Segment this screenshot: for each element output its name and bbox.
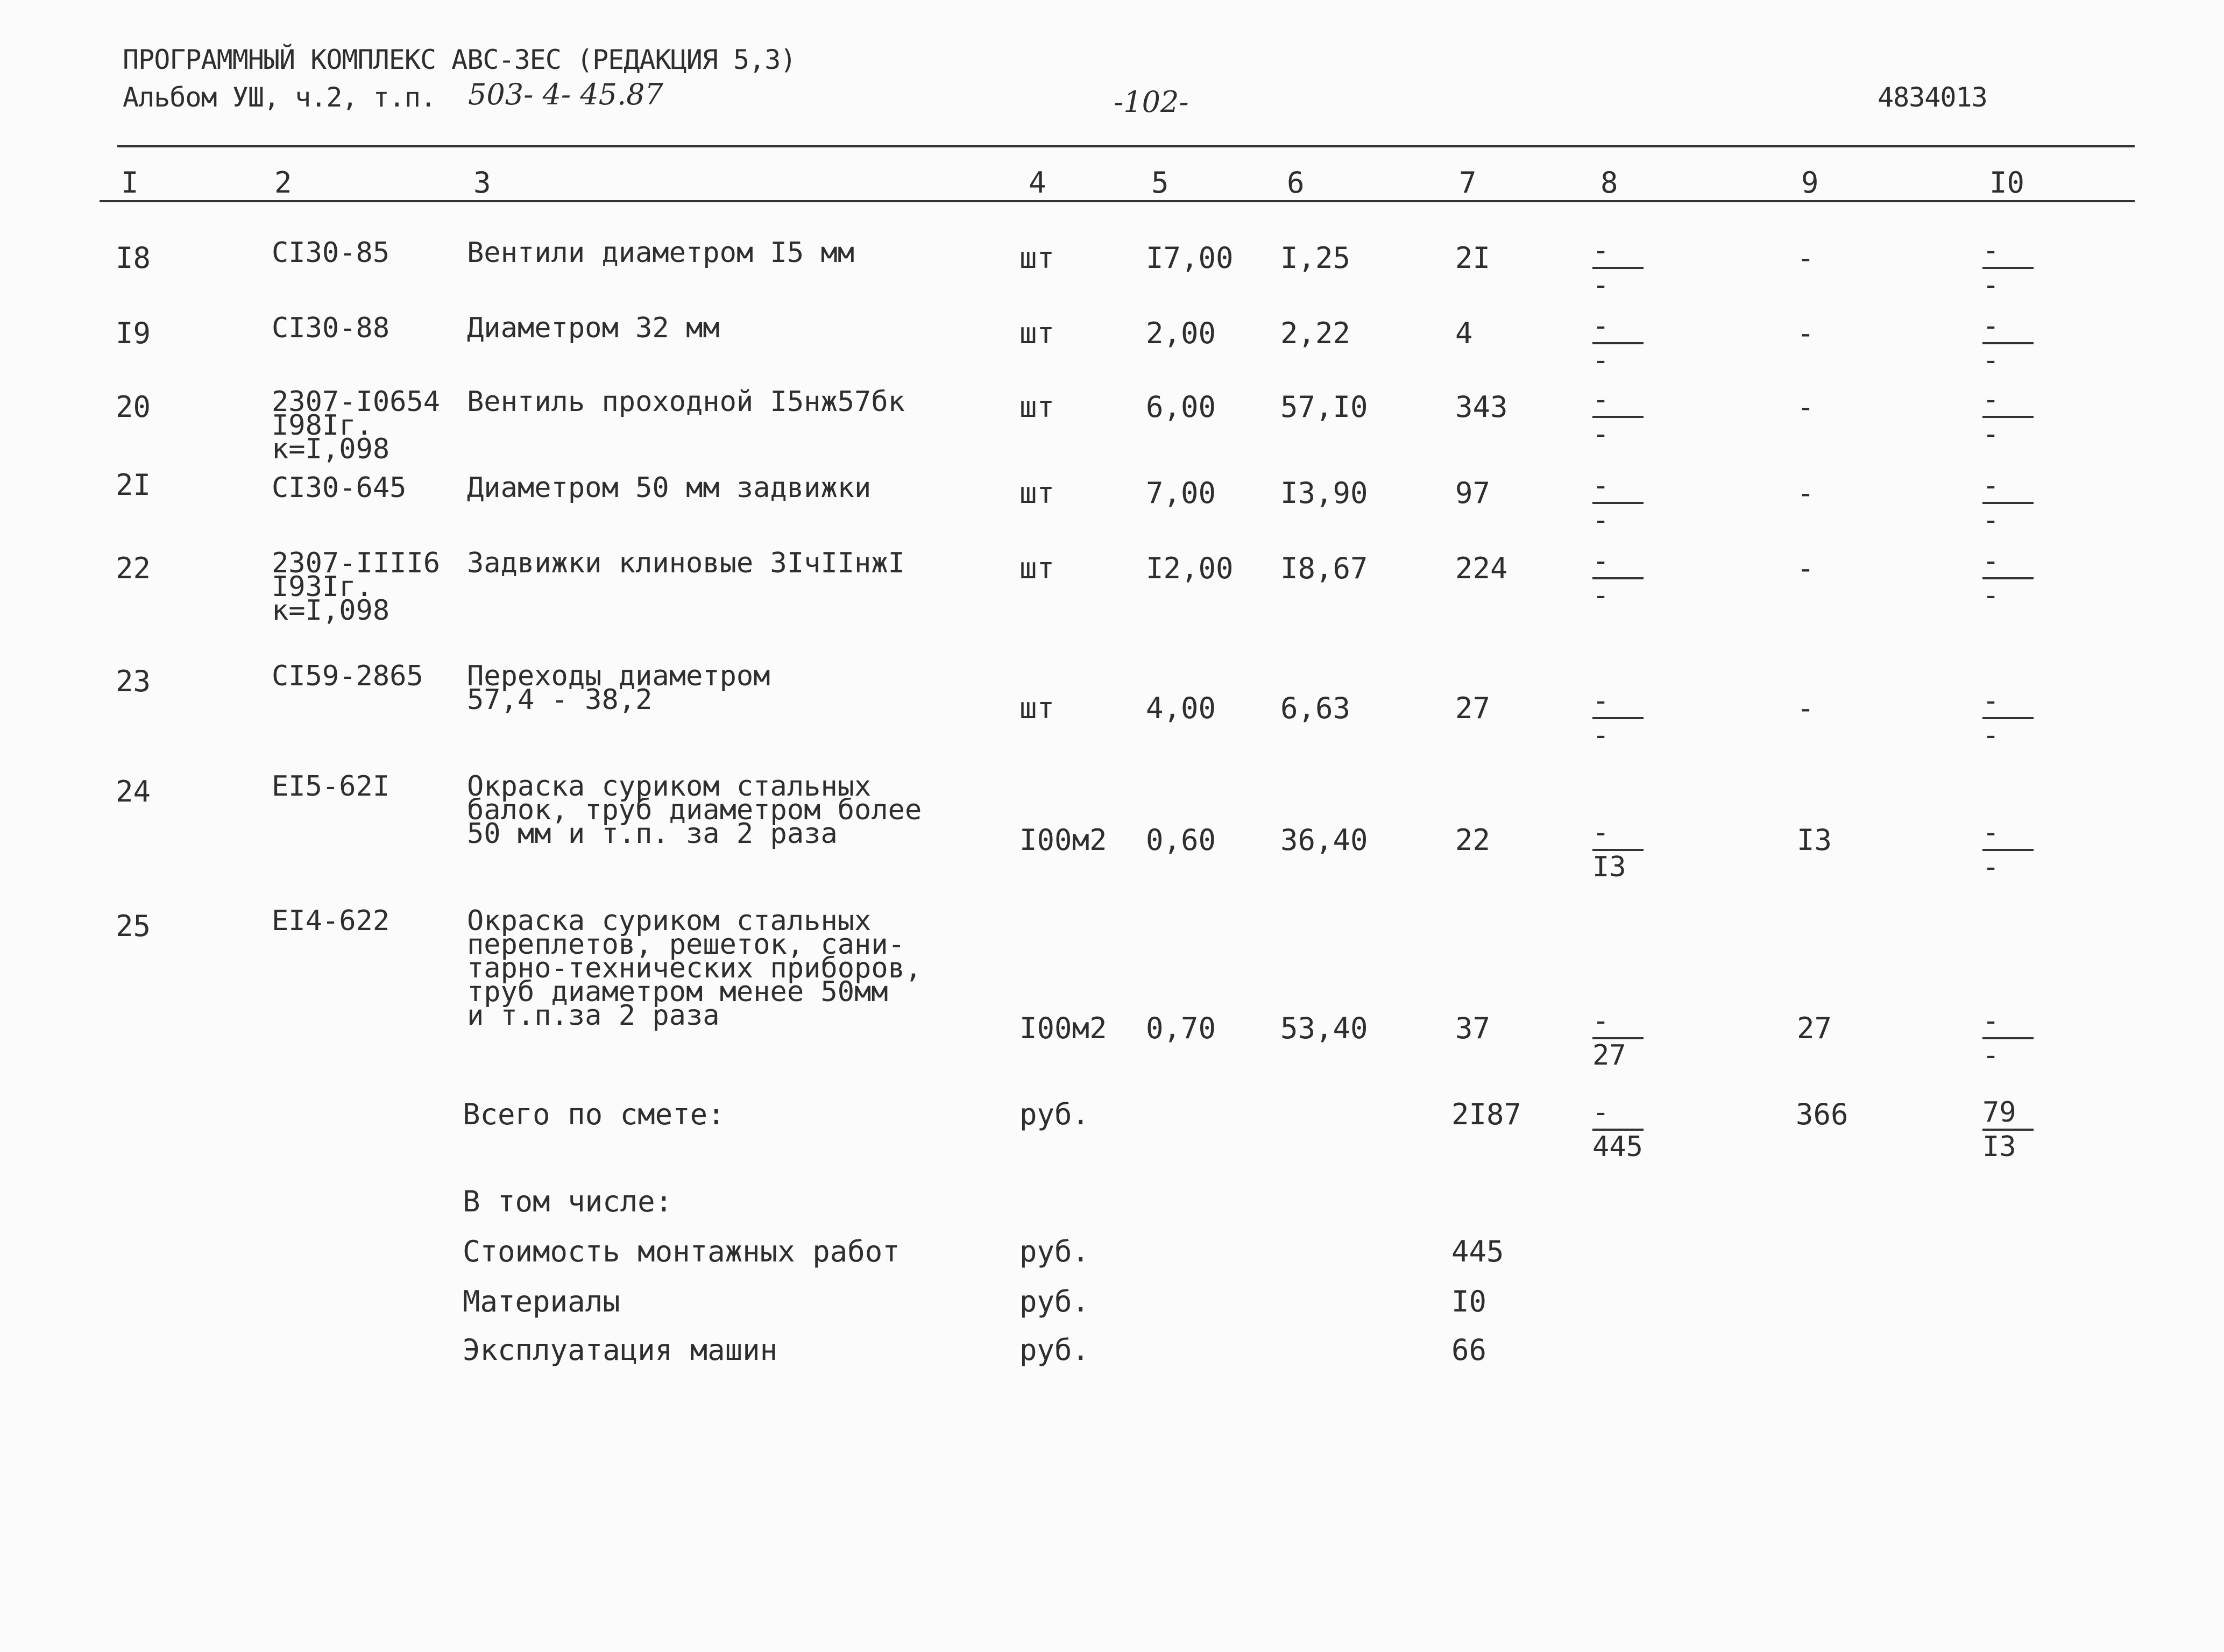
row-col8 [1592,471,1652,535]
row-number: I9 [116,316,151,350]
row-col8-top: - [1592,384,1610,416]
row-code: 2307-I0654 I98Iг. к=I,098 [272,386,441,465]
row-col9: - [1797,476,1815,510]
row-unit: шт [1019,241,1055,275]
row-code: EI4-622 [272,905,390,937]
row-quantity: I2,00 [1146,551,1234,585]
row-col8 [1592,546,1652,611]
row-col10 [1982,236,2042,300]
row-col9: 27 [1797,1011,1832,1045]
row-name: Задвижки клиновые 3IчIIнжI [467,547,905,579]
breakdown-item-value: 445 [1451,1235,1504,1268]
row-unit: шт [1019,390,1055,424]
row-price: 53,40 [1280,1011,1368,1045]
row-col10-top: - [1982,310,2000,342]
row-col9: - [1797,390,1815,424]
row-quantity: 0,70 [1146,1011,1216,1045]
top-rule [117,145,2135,147]
row-col10 [1982,546,2042,611]
row-col8-bottom: - [1592,719,1610,751]
row-col10-top: - [1982,817,2000,849]
row-code: EI5-62I [272,770,390,803]
row-col8 [1592,686,1652,750]
row-col10-top: - [1982,470,2000,502]
row-col8-top: - [1592,470,1610,502]
album-reference: Альбом УШ, ч.2, т.п. [123,82,436,113]
row-unit: шт [1019,551,1055,585]
row-col9: - [1797,551,1815,585]
breakdown-item-label: Материалы [463,1285,620,1318]
row-quantity: 4,00 [1146,691,1216,725]
row-price: I,25 [1280,241,1351,275]
breakdown-item-unit: руб. [1019,1285,1090,1318]
row-name: Вентиль проходной I5нж57бк [467,386,905,418]
row-code: CI30-645 [272,472,407,504]
row-col10 [1982,686,2042,750]
row-col10 [1982,385,2042,449]
row-name: Окраска суриком стальных балок, труб диаметром более 50 мм и т.п. за 2 раза [467,770,922,850]
row-name: Диаметром 32 мм [467,312,720,344]
row-total: 343 [1455,390,1508,424]
row-total: 22 [1455,823,1491,857]
row-code: CI30-88 [272,312,390,344]
row-number: I8 [116,241,151,275]
row-total: 2I [1455,241,1491,275]
row-col8-bottom: 27 [1592,1039,1626,1072]
row-code: 2307-IIII6 I93Iг. к=I,098 [272,547,441,627]
row-total: 4 [1455,316,1473,350]
row-col10-top: - [1982,235,2000,267]
row-price: 57,I0 [1280,390,1368,424]
row-col8 [1592,818,1652,882]
row-number: 24 [116,775,151,809]
totals-col10-top: 79 [1982,1096,2016,1129]
row-unit: шт [1019,476,1055,510]
row-col8-top: - [1592,685,1610,717]
row-col10-bottom: - [1982,344,2000,377]
column-header-6: 6 [1287,166,1305,200]
row-col10-top: - [1982,1005,2000,1037]
row-col8-top: - [1592,817,1610,849]
row-quantity: 7,00 [1146,476,1216,510]
row-col8 [1592,1006,1652,1070]
breakdown-item-value: 66 [1451,1333,1487,1367]
row-col8-top: - [1592,310,1610,342]
row-col9: - [1797,691,1815,725]
row-code: CI30-85 [272,237,390,269]
row-quantity: 0,60 [1146,823,1216,857]
row-col10-top: - [1982,384,2000,416]
row-col8-bottom: I3 [1592,851,1626,883]
row-unit: шт [1019,691,1055,725]
row-col10-bottom: - [1982,851,2000,883]
row-col8-top: - [1592,545,1610,577]
header-bottom-rule [100,200,2135,202]
row-col8 [1592,385,1652,449]
column-header-7: 7 [1459,166,1477,200]
totals-label: Всего по смете: [463,1097,725,1131]
row-number: 2I [116,468,151,502]
breakdown-item-unit: руб. [1019,1333,1090,1367]
row-total: 37 [1455,1011,1491,1045]
breakdown-item-unit: руб. [1019,1235,1090,1268]
row-price: I8,67 [1280,551,1368,585]
row-number: 23 [116,664,151,698]
totals-col10 [1982,1097,2042,1162]
row-col8-bottom: - [1592,579,1610,612]
breakdown-item-value: I0 [1451,1285,1487,1318]
column-header-8: 8 [1600,166,1618,200]
totals-col9: 366 [1796,1097,1848,1131]
row-col10-bottom: - [1982,719,2000,751]
row-col10-bottom: - [1982,579,2000,612]
row-col8-bottom: - [1592,269,1610,301]
program-title: ПРОГРАММНЫЙ КОМПЛЕКС АВС-3ЕС (РЕДАКЦИЯ 5,3) [123,44,796,75]
column-header-1: I [121,166,139,200]
row-col8-bottom: - [1592,418,1610,450]
row-col10-bottom: - [1982,1039,2000,1072]
row-col10-bottom: - [1982,504,2000,536]
row-quantity: 2,00 [1146,316,1216,350]
row-unit: I00м2 [1019,1011,1107,1045]
totals-col8 [1592,1097,1652,1162]
row-number: 22 [116,551,151,585]
row-quantity: 6,00 [1146,390,1216,424]
row-col8-top: - [1592,235,1610,267]
breakdown-item-label: Эксплуатация машин [463,1333,778,1367]
breakdown-label: В том числе: [463,1185,673,1218]
row-col8 [1592,236,1652,300]
row-price: 36,40 [1280,823,1368,857]
row-total: 224 [1455,551,1508,585]
row-number: 20 [116,390,151,424]
row-code: CI59-2865 [272,660,423,692]
totals-amount: 2I87 [1451,1097,1522,1131]
row-col10-bottom: - [1982,418,2000,450]
document-code: 4834013 [1878,82,1987,113]
row-col10-top: - [1982,545,2000,577]
tp-number: 503- 4- 45.87 [468,77,663,111]
row-col9: I3 [1797,823,1832,857]
row-col8-bottom: - [1592,504,1610,536]
column-header-9: 9 [1801,166,1819,200]
column-header-2: 2 [274,166,292,200]
row-quantity: I7,00 [1146,241,1234,275]
row-unit: I00м2 [1019,823,1107,857]
breakdown-item-label: Стоимость монтажных работ [463,1235,900,1268]
row-col8-top: - [1592,1005,1610,1037]
column-header-4: 4 [1029,166,1046,200]
row-col10 [1982,471,2042,535]
row-col10-bottom: - [1982,269,2000,301]
row-name: Вентили диаметром I5 мм [467,237,855,269]
row-name: Окраска суриком стальных переплетов, решеток, сани- тарно-технических приборов, труб диаметром менее 50мм и т.п.за 2 раза [467,905,922,1032]
row-col10 [1982,311,2042,375]
row-col10 [1982,1006,2042,1070]
row-price: I3,90 [1280,476,1368,510]
row-total: 97 [1455,476,1491,510]
row-col8 [1592,311,1652,375]
totals-col8-top: - [1592,1096,1610,1129]
totals-col10-bottom: I3 [1982,1131,2016,1163]
column-header-10: I0 [1989,166,2025,200]
row-col9: - [1797,316,1815,350]
row-price: 2,22 [1280,316,1351,350]
totals-col8-bottom: 445 [1592,1131,1643,1163]
row-unit: шт [1019,316,1055,350]
page-number: -102- [1114,85,1189,119]
totals-unit: руб. [1019,1097,1090,1131]
row-name: Диаметром 50 мм задвижки [467,472,872,504]
row-total: 27 [1455,691,1491,725]
row-name: Переходы диаметром 57,4 - 38,2 [467,660,770,716]
row-col9: - [1797,241,1815,275]
column-header-5: 5 [1151,166,1169,200]
row-col10-top: - [1982,685,2000,717]
column-header-3: 3 [473,166,491,200]
row-price: 6,63 [1280,691,1351,725]
row-col10 [1982,818,2042,882]
row-number: 25 [116,909,151,943]
row-col8-bottom: - [1592,344,1610,377]
